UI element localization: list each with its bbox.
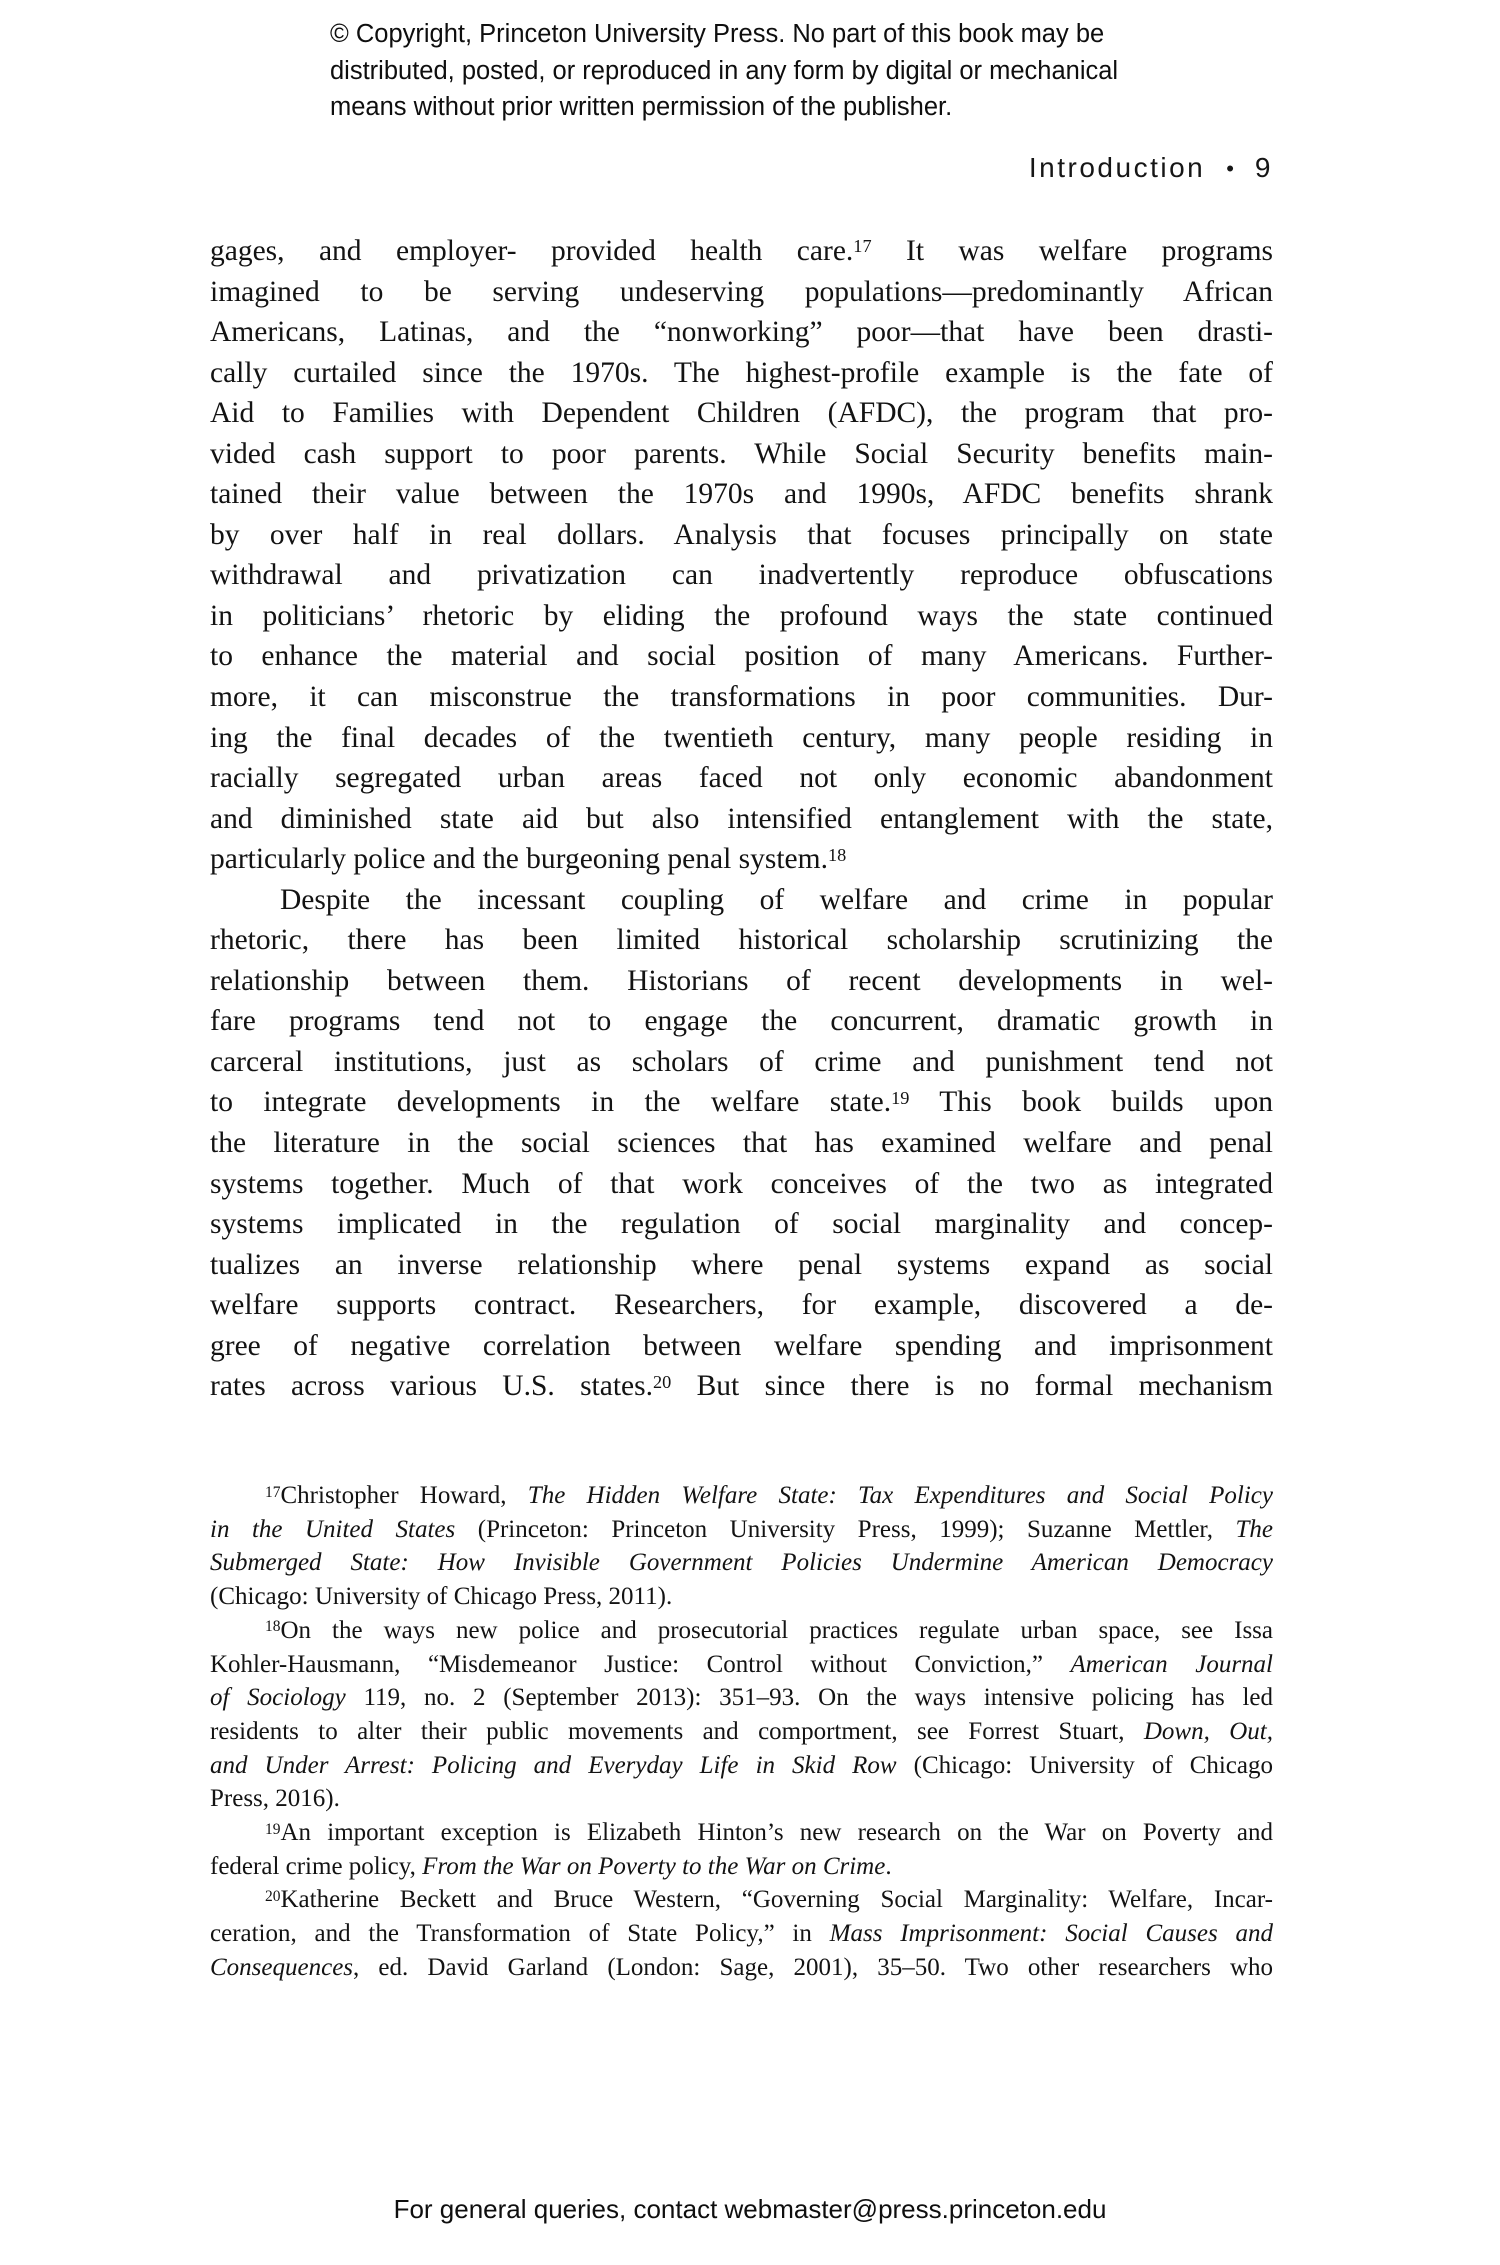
- text-line: imagined to be serving undeserving populations—predominantly African: [210, 275, 1273, 308]
- text-line: and diminished state aid but also intensified entanglement with the state,: [210, 802, 1273, 835]
- bullet-separator-icon: •: [1226, 156, 1234, 181]
- page-number: 9: [1254, 152, 1273, 183]
- paragraph-2: [210, 880, 1273, 1407]
- text-line: fare programs tend not to engage the concurrent, dramatic growth in: [210, 1005, 1273, 1038]
- footnote-reference: 18: [827, 844, 847, 865]
- footnote-reference: 18: [265, 1618, 281, 1636]
- text-line: $^{17}$Christopher Howard, The Hidden Welfare State: Tax Expenditures and Social Policy: [265, 1482, 1274, 1509]
- running-header: [1029, 152, 1273, 184]
- text-line: in the United States (Princeton: Princeton University Press, 1999); Suzanne Mettler, The: [210, 1515, 1273, 1543]
- footnote-reference: 17: [265, 1483, 281, 1501]
- body-text: [210, 231, 1273, 1407]
- text-line: relationship between them. Historians of recent developments in wel-: [210, 964, 1273, 997]
- text-line: systems together. Much of that work conceives of the two as integrated: [210, 1167, 1273, 1200]
- page-footer: For general queries, contact webmaster@press.princeton.edu: [393, 2194, 1107, 2224]
- text-line: Submerged State: How Invisible Government Policies Undermine American Democracy: [210, 1549, 1273, 1577]
- text-line: particularly police and the burgeoning penal system.$^{18}$: [210, 843, 847, 876]
- footnote-17: [210, 1479, 1273, 1614]
- text-line: more, it can misconstrue the transformations in poor communities. Dur-: [210, 681, 1273, 714]
- text-line: cally curtailed since the 1970s. The highest-profile example is the fate of: [210, 356, 1273, 389]
- text-line: means without prior written permission of the publisher.: [330, 93, 953, 121]
- text-line: tualizes an inverse relationship where penal systems expand as social: [210, 1248, 1273, 1281]
- text-line: rhetoric, there has been limited historical scholarship scrutinizing the: [210, 924, 1273, 957]
- text-line: ing the final decades of the twentieth century, many people residing in: [210, 721, 1273, 754]
- text-line: gree of negative correlation between welfare spending and imprisonment: [210, 1329, 1273, 1362]
- text-line: tained their value between the 1970s and 1990s, AFDC benefits shrank: [210, 478, 1273, 511]
- text-line: welfare supports contract. Researchers, for example, discovered a de-: [210, 1289, 1273, 1322]
- footnote-reference: 17: [853, 236, 872, 257]
- text-line: $^{20}$Katherine Beckett and Bruce Western, “Governing Social Marginality: Welfare, Incar-: [265, 1886, 1273, 1914]
- text-line: Despite the incessant coupling of welfare and crime in popular: [280, 883, 1273, 916]
- text-line: and Under Arrest: Policing and Everyday Life in Skid Row (Chicago: University of Chicago: [210, 1751, 1274, 1779]
- text-line: to enhance the material and social position of many Americans. Further-: [210, 640, 1273, 673]
- section-title: Introduction: [1028, 152, 1206, 183]
- footnote-reference: 19: [265, 1820, 281, 1838]
- text-line: ceration, and the Transformation of State Policy,” in Mass Imprisonment: Social Causes and: [210, 1920, 1273, 1948]
- text-line: withdrawal and privatization can inadvertently reproduce obfuscations: [210, 559, 1273, 592]
- text-line: Kohler-Hausmann, “Misdemeanor Justice: Control without Conviction,” American Journal: [210, 1650, 1273, 1678]
- text-line: Aid to Families with Dependent Children (AFDC), the program that pro-: [210, 397, 1273, 430]
- text-line: $^{19}$An important exception is Elizabeth Hinton’s new research on the War on Poverty and: [265, 1819, 1273, 1847]
- text-line: vided cash support to poor parents. While Social Security benefits main-: [210, 437, 1273, 470]
- text-line: racially segregated urban areas faced not only economic abandonment: [210, 762, 1273, 795]
- footnote-19: [210, 1816, 1273, 1883]
- text-line: Press, 2016).: [210, 1785, 340, 1813]
- text-line: systems implicated in the regulation of social marginality and concep-: [210, 1208, 1273, 1241]
- text-line: the literature in the social sciences that has examined welfare and penal: [210, 1127, 1273, 1160]
- text-line: federal crime policy, From the War on Poverty to the War on Crime.: [210, 1852, 892, 1880]
- text-line: gages, and employer- provided health care.$^{17}$ It was welfare programs: [210, 235, 1273, 267]
- copyright-notice: [330, 16, 1160, 126]
- text-line: © Copyright, Princeton University Press. No part of this book may be: [330, 20, 1105, 48]
- text-line: of Sociology 119, no. 2 (September 2013): 351–93. On the ways intensive policing has led: [210, 1684, 1273, 1712]
- text-line: by over half in real dollars. Analysis that focuses principally on state: [210, 518, 1273, 551]
- footnote-18: [210, 1614, 1273, 1816]
- footnote-reference: 20: [652, 1371, 672, 1392]
- text-line: (Chicago: University of Chicago Press, 2011).: [210, 1583, 673, 1611]
- paragraph-1: [210, 231, 1273, 880]
- text-line: residents to alter their public movements and comportment, see Forrest Stuart, Down, Out,: [210, 1717, 1273, 1745]
- footnote-reference: 19: [891, 1087, 910, 1108]
- footnote-reference: 20: [265, 1887, 281, 1905]
- text-line: to integrate developments in the welfare state.$^{19}$ This book builds upon: [210, 1086, 1273, 1119]
- text-line: carceral institutions, just as scholars of crime and punishment tend not: [210, 1045, 1273, 1078]
- text-line: $^{18}$On the ways new police and prosecutorial practices regulate urban space, see Issa: [265, 1616, 1273, 1644]
- text-line: Americans, Latinas, and the “nonworking” poor—that have been drasti-: [210, 316, 1273, 349]
- text-line: rates across various U.S. states.$^{20}$ But since there is no formal mechanism: [210, 1370, 1273, 1403]
- text-line: distributed, posted, or reproduced in any form by digital or mechanical: [330, 56, 1119, 85]
- footnote-20: [210, 1883, 1273, 1984]
- text-line: Consequences, ed. David Garland (London: Sage, 2001), 35–50. Two other researchers who: [210, 1953, 1273, 1981]
- footnotes-section: [210, 1479, 1273, 1985]
- text-line: in politicians’ rhetoric by eliding the profound ways the state continued: [210, 599, 1273, 632]
